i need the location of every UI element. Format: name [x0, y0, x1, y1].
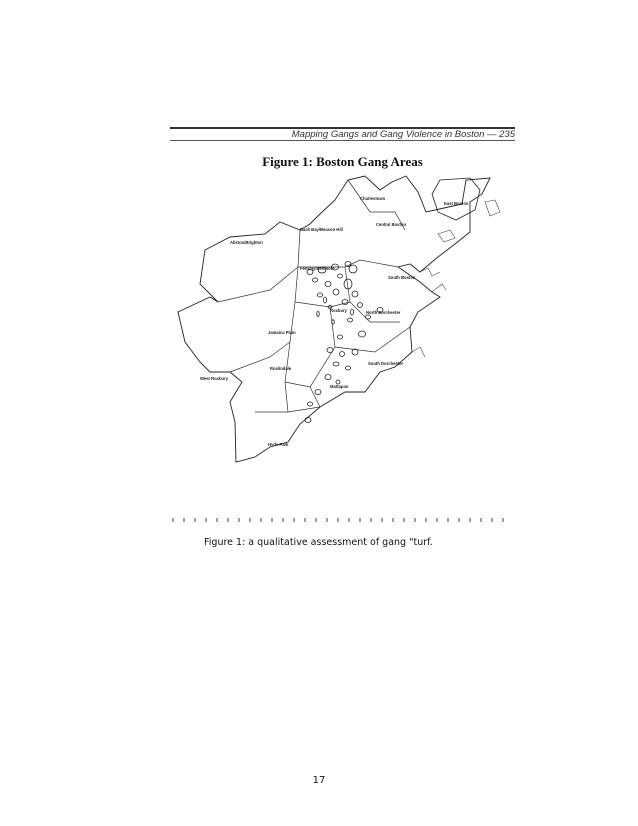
district-boundary [310, 387, 320, 407]
district-boundary [218, 267, 298, 302]
label-jamaica-plain: Jamaica Plain [268, 330, 296, 335]
label-central-boston: Central Boston [376, 222, 407, 227]
label-back-bay: Back Bay/Beacon Hill [300, 227, 343, 232]
label-roslindale: Roslindale [270, 366, 292, 371]
district-boundary [285, 347, 335, 387]
coastline-detail [412, 268, 446, 357]
label-roxbury: Roxbury [330, 308, 347, 313]
island [485, 200, 500, 216]
boston-gang-map [170, 172, 515, 472]
city-outline [178, 176, 490, 462]
label-north-dorchester: North Dorchester [366, 310, 401, 315]
figure-caption: Figure 1: a qualitative assessment of gang "turf. [204, 537, 433, 548]
header-rule-thin [170, 140, 515, 141]
label-allston-brighton: Allston/Brighton [230, 240, 263, 245]
label-south-dorchester: South Dorchester [368, 361, 404, 366]
running-head: Mapping Gangs and Gang Violence in Boston — 235 [291, 129, 515, 140]
label-south-boston: South Boston [388, 275, 416, 280]
label-east-boston: East Boston [444, 201, 469, 206]
figure-title: Figure 1: Boston Gang Areas [262, 154, 423, 169]
page-number: 17 [312, 775, 326, 786]
label-hyde-park: Hyde Park [268, 442, 289, 447]
cropped-text-line [172, 518, 512, 522]
label-mattapan: Mattapan [330, 384, 349, 389]
label-charlestown: Charlestown [360, 196, 386, 201]
label-fenway: Fenway/Kenmore [300, 266, 335, 271]
island [438, 230, 455, 242]
label-west-roxbury: West Roxbury [200, 376, 229, 381]
gang-turf-markers [305, 262, 383, 423]
east-boston-outline [432, 178, 480, 220]
